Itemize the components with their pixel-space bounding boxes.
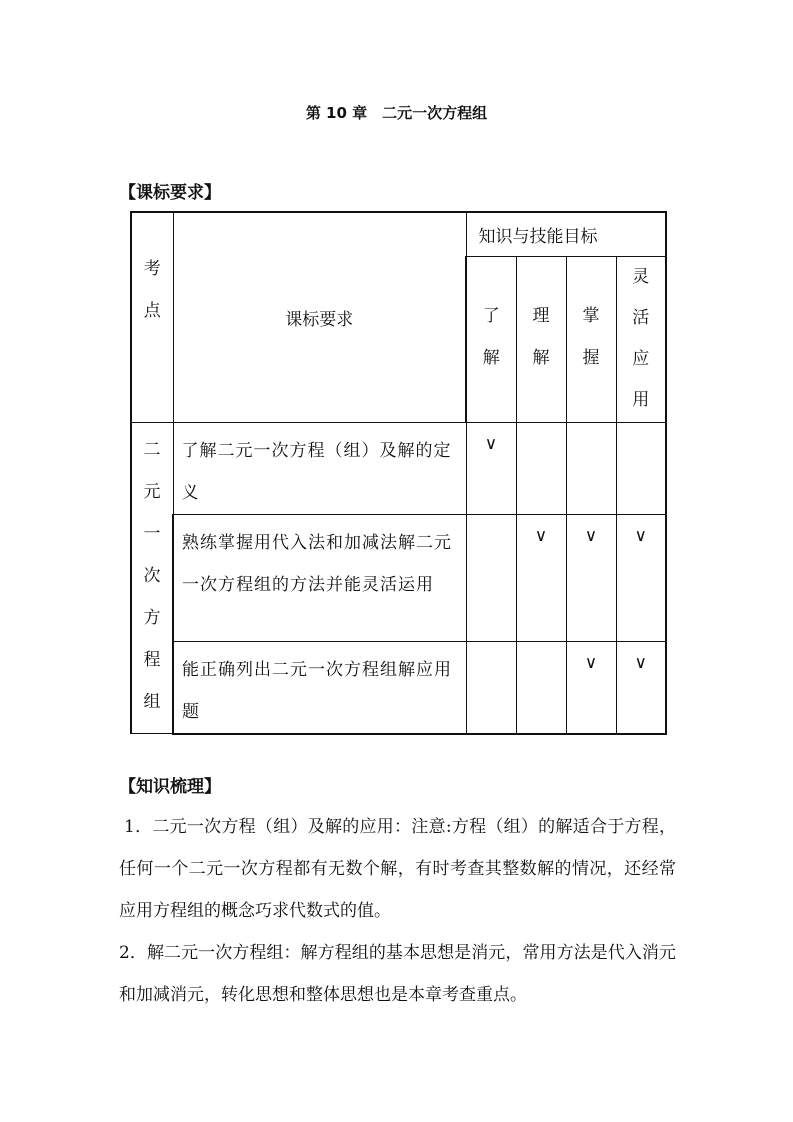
check-mark: [466, 514, 516, 641]
goal-group-header: 知识与技能目标: [466, 212, 666, 256]
table-row: [131, 514, 666, 641]
level-header-master: 掌 握: [566, 256, 616, 422]
curriculum-table: [130, 211, 667, 735]
requirement-header: 课标要求: [173, 212, 466, 422]
check-mark: [516, 641, 566, 734]
kaodian-header: 考 点: [131, 212, 173, 422]
table-row: [131, 422, 666, 514]
check-mark: [466, 641, 516, 734]
chapter-title: 第 10 章 二元一次方程组: [305, 104, 488, 122]
level-header-comprehend: 理 解: [516, 256, 566, 422]
section-heading-curriculum: 【课标要求】: [119, 183, 221, 203]
section-heading-knowledge: 【知识梳理】: [119, 777, 221, 797]
knowledge-paragraph-2: 2．解二元一次方程组：解方程组的基本思想是消元，常用方法是代入消元和加减消元，转化思想和整体思想也是本章考查重点。: [119, 943, 676, 1005]
check-mark: [516, 422, 566, 514]
kaodian-cell: 二 元 一 次 方 程 组: [131, 422, 173, 734]
knowledge-paragraph-1: 1．二元一次方程（组）及解的应用：注意:方程（组）的解适合于方程，任何一个二元一次方程都有无数个解，有时考查其整数解的情况，还经常应用方程组的概念巧求代数式的值。: [119, 817, 676, 921]
table-row: [131, 641, 666, 734]
check-mark: [566, 422, 616, 514]
requirement-cell: 能正确列出二元一次方程组解应用题: [173, 641, 466, 734]
requirement-cell: 了解二元一次方程（组）及解的定义: [173, 422, 466, 514]
check-mark: ∨: [616, 514, 666, 641]
check-mark: ∨: [566, 514, 616, 641]
check-mark: ∨: [466, 422, 516, 514]
level-header-understand: 了 解: [466, 256, 516, 422]
level-header-apply: 灵 活 应 用: [616, 256, 666, 422]
table-header-row: [131, 212, 666, 256]
check-mark: ∨: [616, 641, 666, 734]
check-mark: [616, 422, 666, 514]
requirement-cell: 熟练掌握用代入法和加减法解二元一次方程组的方法并能灵活运用: [173, 514, 466, 641]
check-mark: ∨: [566, 641, 616, 734]
check-mark: ∨: [516, 514, 566, 641]
